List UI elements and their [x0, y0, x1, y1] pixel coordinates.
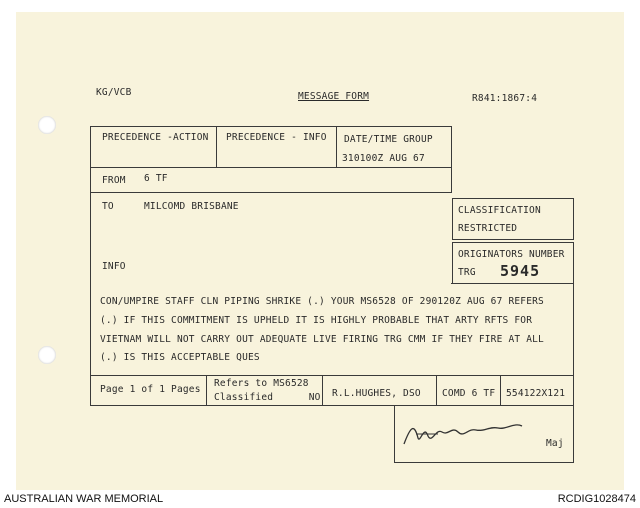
dtg-label: DATE/TIME GROUP: [344, 134, 433, 145]
message-line-3: VIETNAM WILL NOT CARRY OUT ADEQUATE LIVE FIRING TRG CMM IF THEY FIRE AT ALL: [100, 334, 544, 345]
signer-appointment: COMD 6 TF: [442, 388, 496, 399]
phone-number: 554122X121: [506, 388, 566, 399]
archive-footer: [0, 490, 640, 508]
message-line-1: CON/UMPIRE STAFF CLN PIPING SHRIKE (.) YOUR MS6528 OF 290120Z AUG 67 REFERS: [100, 296, 544, 307]
message-form-paper: [16, 12, 624, 490]
precedence-info-label: PRECEDENCE - INFO: [226, 132, 327, 143]
form-title: MESSAGE FORM: [298, 91, 370, 102]
originators-label: ORIGINATORS NUMBER: [458, 249, 565, 260]
from-label: FROM: [102, 175, 126, 186]
signer-name: R.L.HUGHES, DSO: [332, 388, 421, 399]
from-value: 6 TF: [144, 173, 168, 184]
to-label: TO: [102, 201, 114, 212]
punch-hole-bottom: [38, 346, 56, 364]
footer-left: AUSTRALIAN WAR MEMORIAL: [4, 493, 164, 505]
punch-hole-top: [38, 116, 56, 134]
signature-rank: Maj: [546, 438, 564, 449]
handwritten-signature: [398, 414, 538, 450]
info-label: INFO: [102, 261, 126, 272]
footer-right: RCDIG1028474: [557, 493, 636, 505]
ref-right: R841:1867:4: [472, 93, 538, 104]
classification-label: CLASSIFICATION: [458, 205, 541, 216]
refers-line-1: Refers to MS6528: [214, 378, 309, 389]
precedence-action-label: PRECEDENCE -ACTION: [102, 132, 209, 143]
classification-value: RESTRICTED: [458, 223, 518, 234]
ref-left: KG/VCB: [96, 87, 132, 98]
message-line-4: (.) IS THIS ACCEPTABLE QUES: [100, 352, 260, 363]
message-line-2: (.) IF THIS COMMITMENT IS UPHELD IT IS HIGHLY PROBABLE THAT ARTY RFTS FOR: [100, 315, 533, 326]
to-value: MILCOMD BRISBANE: [144, 201, 239, 212]
originators-prefix: TRG: [458, 267, 476, 278]
originators-number: 5945: [500, 262, 541, 280]
pages-text: Page 1 of 1 Pages: [100, 384, 201, 395]
refers-line-2: Classified NO: [214, 392, 321, 403]
dtg-value: 310100Z AUG 67: [342, 153, 425, 164]
